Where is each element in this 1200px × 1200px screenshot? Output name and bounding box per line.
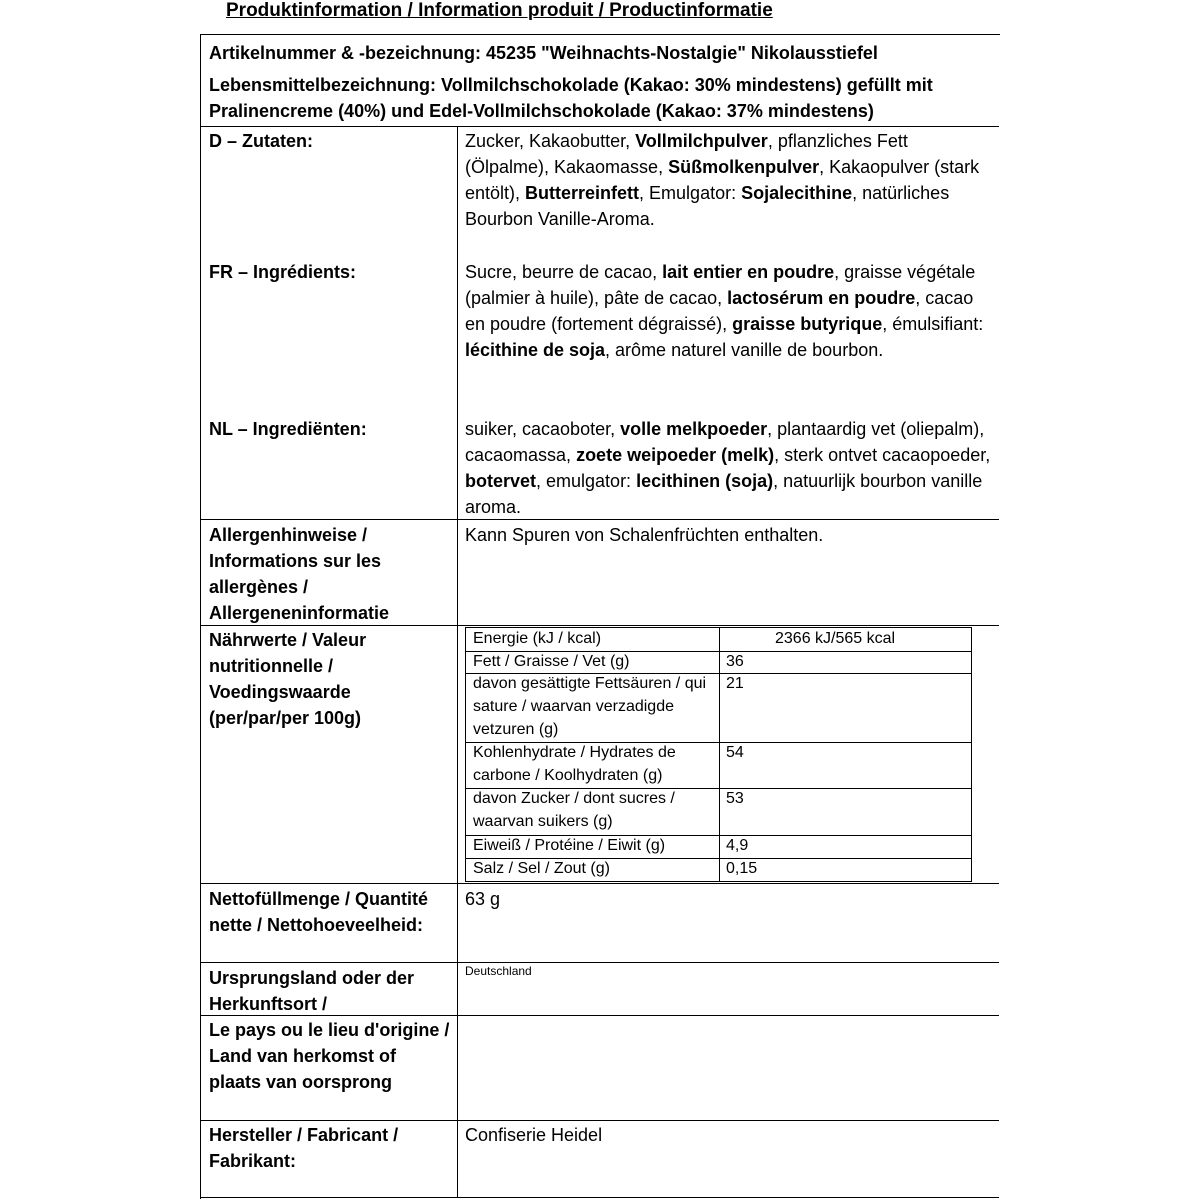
column-divider xyxy=(457,126,458,1197)
ingredient-text: , natürliches Bourbon Vanille-Aroma. xyxy=(465,183,950,229)
nutrition-name: davon Zucker / dont sucres / waarvan suikers (g) xyxy=(473,790,675,830)
ingredient-text: Zucker, Kakaobutter, xyxy=(465,131,636,151)
nutrition-value: 54 xyxy=(726,744,744,761)
ingredient-text: , emulgator: xyxy=(536,471,637,491)
origin-value: Deutschland xyxy=(465,964,532,978)
ingredient-text: , graisse végétale (palmier à huile), pâte de cacao, xyxy=(465,262,976,308)
nutrition-value: 4,9 xyxy=(726,837,749,854)
table-bottom-border xyxy=(200,1197,999,1198)
ingredient-text: , pflanzliches Fett (Ölpalme), Kakaomasse, xyxy=(465,131,908,177)
nutrition-name: Eiweiß / Protéine / Eiwit (g) xyxy=(473,837,666,854)
nutrition-table xyxy=(465,627,972,882)
ingredients-fr-text xyxy=(465,259,993,363)
allergen-highlight: graisse butyrique xyxy=(732,314,883,334)
nutrition-value: 2366 kJ/565 kcal xyxy=(775,630,896,647)
ingredient-text: , sterk ontvet cacaopoeder, xyxy=(774,445,991,465)
allergen-highlight: Sojalecithine xyxy=(741,183,853,203)
row-divider xyxy=(200,1120,999,1121)
ingredient-text: , Emulgator: xyxy=(639,183,742,203)
article-number: Artikelnummer & -bezeichnung: 45235 "Weihnachts-Nostalgie" Nikolausstiefel xyxy=(209,43,878,63)
allergen-highlight: lecithinen (soja) xyxy=(636,471,774,491)
allergens-label: Allergenhinweise / Informations sur les allergènes / Allergeneninformatie xyxy=(209,525,390,623)
page-title: Produktinformation / Information produit / Productinformatie xyxy=(226,0,773,21)
manufacturer-label: Hersteller / Fabricant / Fabrikant: xyxy=(209,1125,399,1171)
nutrition-name: Energie (kJ / kcal) xyxy=(473,630,602,647)
nutrition-name: davon gesättigte Fettsäuren / qui sature / waarvan verzadigde vetzuren (g) xyxy=(473,675,707,738)
net-quantity-value: 63 g xyxy=(465,889,501,909)
food-name-line-1: Lebensmittelbezeichnung: Vollmilchschokolade (Kakao: 30% mindestens) gefüllt mit xyxy=(209,75,933,95)
nutrition-name: Kohlenhydrate / Hydrates de carbone / Koolhydraten (g) xyxy=(473,744,676,784)
nutrition-name: Fett / Graisse / Vet (g) xyxy=(473,653,630,670)
origin-label-de: Ursprungsland oder der Herkunftsort / xyxy=(209,968,415,1014)
nutrition-value: 0,15 xyxy=(726,860,758,877)
nutrition-column-divider xyxy=(719,628,720,881)
ingredient-text: , plantaardig vet (oliepalm), cacaomassa, xyxy=(465,419,985,465)
nutrition-value: 21 xyxy=(726,675,744,692)
ingredients-nl-label: NL – Ingrediënten: xyxy=(209,419,367,439)
row-divider xyxy=(200,962,999,963)
nutrition-label: Nährwerte / Valeur nutritionnelle / Voedingswaarde (per/par/per 100g) xyxy=(209,630,367,728)
nutrition-name: Salz / Sel / Zout (g) xyxy=(473,860,610,877)
food-name-line-2: Pralinencreme (40%) und Edel-Vollmilchschokolade (Kakao: 37% mindestens) xyxy=(209,101,874,121)
ingredients-nl-text xyxy=(465,416,993,520)
ingredients-de-text xyxy=(465,128,993,232)
ingredient-text: , émulsifiant: xyxy=(882,314,984,334)
allergen-highlight: botervet xyxy=(465,471,537,491)
nutrition-value: 53 xyxy=(726,790,744,807)
ingredients-de-label: D – Zutaten: xyxy=(209,131,314,151)
nutrition-value: 36 xyxy=(726,653,744,670)
allergen-highlight: Süßmolkenpulver xyxy=(668,157,820,177)
ingredient-text: , arôme naturel vanille de bourbon. xyxy=(605,340,884,360)
ingredient-text: , cacao en poudre (fortement dégraissé), xyxy=(465,288,974,334)
allergens-value: Kann Spuren von Schalenfrüchten enthalten. xyxy=(465,525,824,545)
row-divider xyxy=(200,883,999,884)
origin-label-fr-nl: Le pays ou le lieu d'origine / Land van herkomst of plaats van oorsprong xyxy=(209,1020,450,1092)
allergen-highlight: lécithine de soja xyxy=(465,340,606,360)
row-divider xyxy=(200,126,999,127)
ingredient-text: , natuurlijk bourbon vanille aroma. xyxy=(465,471,983,517)
allergen-highlight: zoete weipoeder (melk) xyxy=(576,445,775,465)
ingredient-text: Sucre, beurre de cacao, xyxy=(465,262,663,282)
allergen-highlight: Vollmilchpulver xyxy=(635,131,768,151)
allergen-highlight: Butterreinfett xyxy=(525,183,640,203)
allergen-highlight: lactosérum en poudre xyxy=(727,288,916,308)
ingredients-fr-label: FR – Ingrédients: xyxy=(209,262,357,282)
allergen-highlight: volle melkpoeder xyxy=(620,419,768,439)
ingredient-text: , Kakaopulver (stark entölt), xyxy=(465,157,980,203)
net-quantity-label: Nettofüllmenge / Quantité nette / Nettohoeveelheid: xyxy=(209,889,429,935)
manufacturer-value: Confiserie Heidel xyxy=(465,1125,603,1145)
allergen-highlight: lait entier en poudre xyxy=(662,262,835,282)
ingredient-text: suiker, cacaoboter, xyxy=(465,419,621,439)
